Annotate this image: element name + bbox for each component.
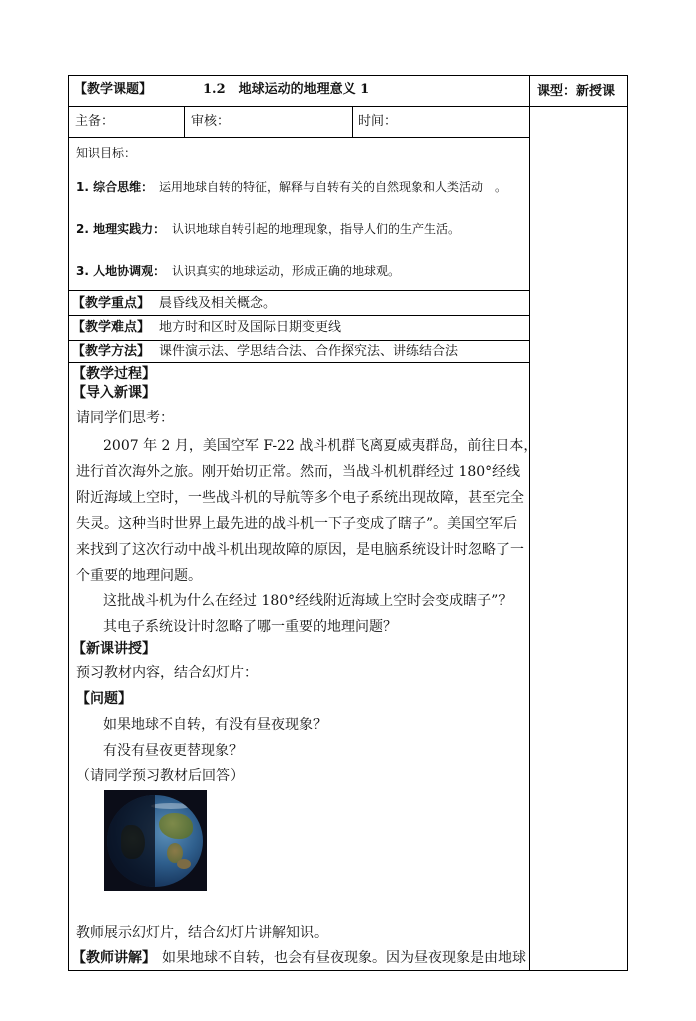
table-border-top [68, 75, 628, 76]
lesson-type: 课型：新授课 [537, 84, 616, 99]
subject-label: 【教学课题】 [74, 82, 153, 97]
table-border-left [68, 75, 69, 971]
row-divider [68, 315, 530, 316]
process-heading: 【教学过程】 [72, 366, 156, 382]
objective-1-label: 1. 综合思维： [76, 180, 154, 194]
objective-2-text: 认识地球自转引起的地理现象，指导人们的生产生活。 [172, 222, 461, 236]
key-points-label: 【教学重点】 [72, 296, 151, 311]
problem-question-1: 如果地球不自转，有没有昼夜现象？ [103, 717, 327, 733]
methods-text: 课件演示法、学思结合法、合作探究法、讲练结合法 [159, 344, 459, 359]
row-divider [68, 290, 530, 291]
preparer-field: 主备： [75, 114, 115, 129]
think-prompt: 请同学们思考： [76, 410, 174, 426]
teacher-explain-text: 如果地球不自转，也会有昼夜现象。因为昼夜现象是由地球 [162, 950, 526, 966]
reviewer-field: 审核： [191, 114, 231, 129]
night-side-shade [107, 795, 155, 887]
cloud-band [151, 803, 191, 809]
objective-1-text: 运用地球自转的特征，解释与自转有关的自然现象和人类活动 。 [159, 180, 508, 194]
meta-divider [184, 106, 185, 138]
table-border-right [627, 75, 628, 971]
row-divider [68, 362, 530, 363]
landmass [177, 859, 191, 869]
question-2: 其电子系统设计时忽略了哪一重要的地理问题？ [103, 619, 397, 635]
row-divider [68, 340, 530, 341]
objective-2-label: 2. 地理实践力： [76, 222, 166, 236]
preview-instruction: 预习教材内容，结合幻灯片： [76, 665, 258, 681]
objective-3-label: 3. 人地协调观： [76, 264, 166, 278]
intro-heading: 【导入新课】 [72, 385, 156, 401]
teacher-explain-label: 【教师讲解】 [72, 950, 156, 966]
story-line: 2007 年 2 月，美国空军 F-22 战斗机群飞离夏威夷群岛，前往日本， [103, 438, 538, 454]
story-line: 来找到了这次行动中战斗机出现故障的原因，是电脑系统设计时忽略了一 [76, 542, 524, 558]
story-line: 失灵。这种当时世界上最先进的战斗机一下子变成了瞎子”。美国空军后 [76, 516, 518, 532]
landmass [159, 813, 193, 839]
objectives-heading: 知识目标： [76, 146, 137, 160]
table-border-bottom [68, 970, 628, 971]
earth-day-night-image [104, 790, 207, 891]
time-field: 时间： [358, 114, 398, 129]
story-line: 附近海域上空时，一些战斗机的导航等多个电子系统出现故障，甚至完全 [76, 490, 524, 506]
question-1: 这批战斗机为什么在经过 180°经线附近海域上空时会变成瞎子”？ [103, 593, 513, 609]
problem-heading: 【问题】 [76, 691, 132, 707]
key-points-text: 晨昏线及相关概念。 [159, 296, 277, 311]
preview-note: （请同学预习教材后回答） [76, 768, 244, 784]
objective-3-text: 认识真实的地球运动，形成正确的地球观。 [172, 264, 401, 278]
subject-title: 1.2 地球运动的地理意义 1 [203, 82, 370, 97]
story-line: 个重要的地理问题。 [76, 568, 202, 584]
difficulties-label: 【教学难点】 [72, 320, 151, 335]
earth-globe-shape [107, 795, 203, 887]
problem-question-2: 有没有昼夜更替现象？ [103, 743, 243, 759]
story-line: 进行首次海外之旅。刚开始切正常。然而，当战斗机机群经过 180°经线 [76, 464, 521, 480]
row-divider [68, 137, 530, 138]
row-divider [68, 106, 530, 107]
meta-divider [352, 106, 353, 138]
column-divider [529, 75, 530, 971]
new-lesson-heading: 【新课讲授】 [72, 641, 156, 657]
teacher-show: 教师展示幻灯片，结合幻灯片讲解知识。 [76, 925, 328, 941]
methods-label: 【教学方法】 [72, 344, 151, 359]
row-divider [529, 106, 628, 107]
difficulties-text: 地方时和区时及国际日期变更线 [159, 320, 342, 335]
